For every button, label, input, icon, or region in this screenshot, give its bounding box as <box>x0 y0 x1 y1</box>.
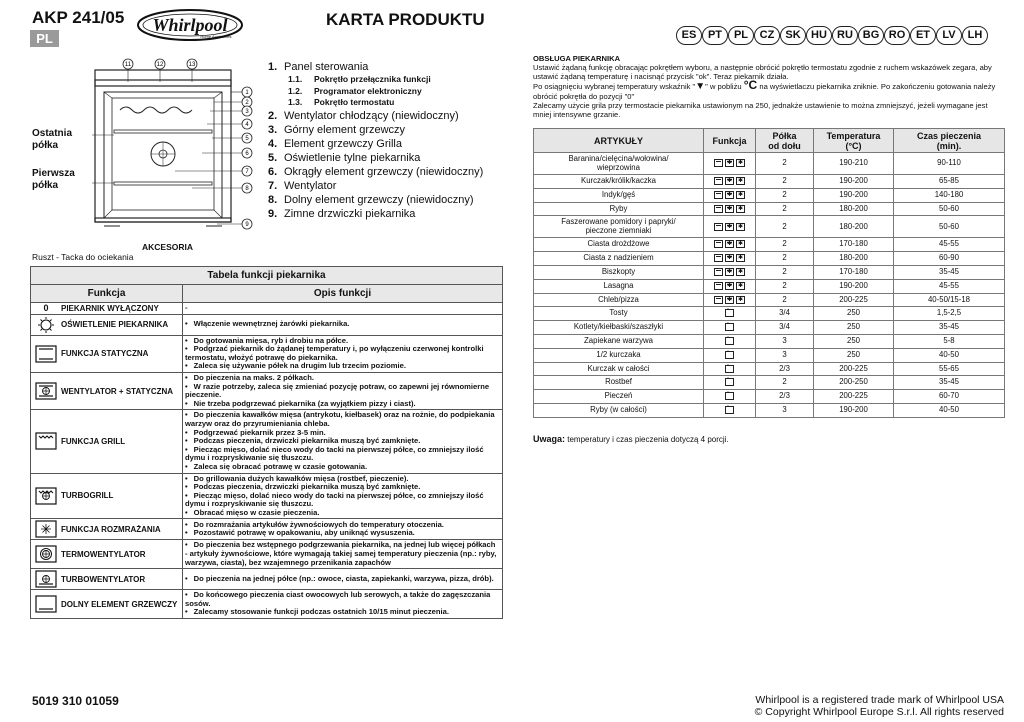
lang-cz: CZ <box>754 26 780 45</box>
function-icons <box>713 190 746 199</box>
fan-static-icon <box>725 223 734 231</box>
cooking-temp: 180-200 <box>814 202 894 216</box>
brand-tagline: Home Appliances <box>200 34 232 39</box>
callout-2: 2 <box>245 100 249 106</box>
cooking-row <box>534 216 1005 238</box>
turbogrill-icon <box>33 486 59 506</box>
function-description: • Do grillowania dużych kawałków mięsa (rostbef, pieczenie). • Podczas pieczenia, drzwiczki piekarnika muszą być zamknięte. • Piecząc mięso, dolać nieco wody do tacki na pierwszej półce, co zmniejszy ilość dymu i rozpryskiwanie się tłuszczu. • Obracać mięso w czasie pieczenia. <box>183 473 503 519</box>
cooking-item: Baranina/cielęcina/wołowina/ wieprzowina <box>534 153 704 175</box>
cooking-row <box>534 265 1005 279</box>
part-item: 6. Okrągły element grzewczy (niewidoczny) <box>268 165 484 178</box>
convection-icon <box>736 191 745 199</box>
grill-icon <box>33 431 59 451</box>
lang-pl: PL <box>728 26 754 45</box>
lang-lv: LV <box>936 26 962 45</box>
cooking-item: Pieczeń <box>534 390 704 404</box>
cooking-header: Funkcja <box>704 129 756 153</box>
bottom-shelf <box>114 182 212 185</box>
cooking-time: 1,5-2,5 <box>894 307 1005 321</box>
function-icons <box>713 240 746 249</box>
convection-icon <box>736 254 745 262</box>
fan-static-icon <box>725 159 734 167</box>
turbogrill-icon <box>725 406 734 414</box>
function-name: FUNKCJA ROZMRAŻANIA <box>61 524 161 534</box>
callout-9: 9 <box>245 222 249 228</box>
function-description: • Do pieczenia kawałków mięsa (antrykotu, kiełbasek) oraz na rożnie, do podpiekania warzyw oraz do przyrumieniania chleba. • Podgrzewać piekarnik przez 3-5 min. • Podczas pieczenia, drzwiczki piekarnika muszą być zamknięte. • Piecząc mięso, dolać nieco wody do tacki na pierwszej półce, co zmniejszy ilość dymu i rozpryskiwanie się tłuszczu. • Zaleca się obracać potrawę w czasie gotowania. <box>183 410 503 473</box>
cooking-item: Rostbef <box>534 376 704 390</box>
cooking-time: 50-60 <box>894 216 1005 238</box>
turbogrill-icon <box>725 392 734 400</box>
convection-icon <box>736 296 745 304</box>
function-icons <box>724 350 735 359</box>
part-item: 8. Dolny element grzewczy (niewidoczny) <box>268 193 474 206</box>
cooking-row <box>534 238 1005 252</box>
cooking-time: 40-50 <box>894 348 1005 362</box>
function-icons <box>713 295 746 304</box>
function-name: TERMOWENTYLATOR <box>61 549 146 559</box>
cooking-item: Kurczak w całości <box>534 362 704 376</box>
function-table <box>30 266 503 619</box>
part-item: 2. Wentylator chłodzący (niewidoczny) <box>268 109 459 122</box>
cooking-time: 40-50/15-18 <box>894 293 1005 307</box>
cooking-temp: 190-200 <box>814 175 894 189</box>
cooking-row <box>534 390 1005 404</box>
function-row <box>31 590 503 619</box>
cooking-item: Kotlety/kiełbaski/szaszłyki <box>534 321 704 335</box>
cooking-row <box>534 153 1005 175</box>
shelf-bottom-label: Pierwsza półka <box>32 168 75 191</box>
trademark: Whirlpool is a registered trade mark of Whirlpool USA © Copyright Whirlpool Europe S.r.l. All rights reserved <box>754 694 1004 718</box>
part-number: 5019 310 01059 <box>32 694 119 708</box>
cooking-item: 1/2 kurczaka <box>534 348 704 362</box>
static-icon <box>714 205 723 213</box>
part-subitem: 1.1. Pokrętło przełącznika funkcji <box>288 74 431 84</box>
off-symbol: 0 <box>43 303 49 314</box>
lang-sk: SK <box>780 26 806 45</box>
whirlpool-logo <box>136 8 244 44</box>
static-icon <box>714 254 723 262</box>
cooking-time: 45-55 <box>894 279 1005 293</box>
grill-icon <box>725 309 734 317</box>
cooking-row <box>534 321 1005 335</box>
static-icon <box>714 282 723 290</box>
cooking-shelf: 2 <box>756 376 814 390</box>
defrost-icon <box>33 519 59 539</box>
function-row <box>31 314 503 335</box>
static-icon <box>714 223 723 231</box>
cooking-row <box>534 334 1005 348</box>
callout-3: 3 <box>245 109 249 115</box>
callout-13: 13 <box>188 62 196 68</box>
cooking-row <box>534 252 1005 266</box>
description-column-header: Opis funkcji <box>183 285 503 303</box>
function-name: TURBOWENTYLATOR <box>61 574 146 584</box>
cooking-row <box>534 348 1005 362</box>
function-description: • Do rozmrażania artykułów żywnościowych do temperatury otoczenia. • Pozostawić potrawę w opakowaniu, aby uniknąć wysuszenia. <box>183 519 503 540</box>
function-icons <box>713 267 746 276</box>
cooking-temp: 200-225 <box>814 390 894 404</box>
convection-icon <box>736 177 745 185</box>
control-panel <box>95 80 231 86</box>
callout-8: 8 <box>245 186 249 192</box>
language-badge: PL <box>30 30 59 47</box>
function-row <box>31 410 503 473</box>
cooking-shelf: 2 <box>756 202 814 216</box>
cooking-header: Temperatura (°C) <box>814 129 894 153</box>
cooking-time: 65-85 <box>894 175 1005 189</box>
top-heating-element <box>120 107 192 113</box>
function-name: FUNKCJA STATYCZNA <box>61 349 149 359</box>
function-table-title: Tabela funkcji piekarnika <box>31 267 503 285</box>
convection-icon <box>736 268 745 276</box>
lang-pt: PT <box>702 26 728 45</box>
cooking-item: Ryby <box>534 202 704 216</box>
cooking-item: Ciasta drożdżowe <box>534 238 704 252</box>
static-icon <box>714 240 723 248</box>
convection-icon <box>736 223 745 231</box>
note <box>533 434 729 444</box>
note-text: temperatury i czas pieczenia dotyczą 4 porcji. <box>567 435 729 444</box>
cooking-shelf: 2/3 <box>756 362 814 376</box>
operation-para-2: Po osiągnięciu wybranej temperatury wskaźnik "▼" w pobliżu °C na wyświetlaczu piekarnika zniknie. Po zakończeniu gotowania należy obrócić pokrętła do pozycji "0" <box>533 78 996 101</box>
cooking-temp: 190-200 <box>814 279 894 293</box>
oven-door <box>95 218 231 222</box>
part-subitem: 1.3. Pokrętło termostatu <box>288 97 395 107</box>
operation-text <box>533 63 1003 119</box>
accessories-item: Ruszt - Tacka do ociekania <box>32 252 134 262</box>
function-description: • Do gotowania mięsa, ryb i drobiu na półce. • Podgrzać piekarnik do żądanej temperatury i, po wyłączeniu czerwonej kontrolki termostatu, włożyć potrawę do piekarnika. • Zaleca się używanie półek na drugim lub trzecim poziomie. <box>183 335 503 372</box>
page-title: KARTA PRODUKTU <box>326 10 485 29</box>
callout-7: 7 <box>245 169 249 175</box>
cooking-row <box>534 403 1005 417</box>
cooking-time: 90-110 <box>894 153 1005 175</box>
cooking-temp: 190-210 <box>814 153 894 175</box>
function-name: PIEKARNIK WYŁĄCZONY <box>61 303 159 313</box>
bottom-heat-icon <box>33 594 59 614</box>
fan-static-icon <box>725 254 734 262</box>
grill-icon <box>725 323 734 331</box>
cooking-item: Chleb/pizza <box>534 293 704 307</box>
static-icon <box>714 159 723 167</box>
function-description: • Do pieczenia bez wstępnego podgrzewania piekarnika, na jednej lub więcej półkach - artykuły żywnościowe, które wymagają takiej samej temperatury pieczenia (np.: ryby, warzywa, ciasta), bez wzajemnego przenikania zapachów <box>183 540 503 569</box>
static-icon <box>714 268 723 276</box>
cooking-item: Ryby (w całości) <box>534 403 704 417</box>
fan-static-icon <box>33 381 59 401</box>
cooking-time: 50-60 <box>894 202 1005 216</box>
cooking-header: Półka od dołu <box>756 129 814 153</box>
function-row <box>31 473 503 519</box>
cooking-time: 40-50 <box>894 403 1005 417</box>
function-name: WENTYLATOR + STATYCZNA <box>61 386 174 396</box>
brand-name: Whirlpool <box>152 15 228 35</box>
cooking-temp: 200-225 <box>814 293 894 307</box>
cooking-shelf: 2 <box>756 265 814 279</box>
cooking-item: Ciasta z nadzieniem <box>534 252 704 266</box>
cooking-row <box>534 279 1005 293</box>
function-name: TURBOGRILL <box>61 491 114 501</box>
oven-diagram <box>92 58 262 238</box>
cooking-header: ARTYKUŁY <box>534 129 704 153</box>
cooking-time: 60-70 <box>894 390 1005 404</box>
function-icons <box>724 322 735 331</box>
function-icons <box>724 364 735 373</box>
cooking-temp: 200-225 <box>814 362 894 376</box>
convection-icon <box>736 240 745 248</box>
function-row <box>31 540 503 569</box>
cooking-time: 140-180 <box>894 188 1005 202</box>
function-icons <box>724 336 735 345</box>
cooking-shelf: 2/3 <box>756 390 814 404</box>
cooking-row <box>534 307 1005 321</box>
callout-5: 5 <box>245 136 249 142</box>
cooking-item: Lasagna <box>534 279 704 293</box>
function-row <box>31 372 503 409</box>
cooking-item: Tosty <box>534 307 704 321</box>
cooking-shelf: 2 <box>756 153 814 175</box>
turbofan-icon <box>33 569 59 589</box>
cooking-temp: 180-200 <box>814 252 894 266</box>
cooking-time: 35-45 <box>894 265 1005 279</box>
grill-icon <box>725 337 734 345</box>
cooking-row <box>534 188 1005 202</box>
cooking-shelf: 3 <box>756 348 814 362</box>
grill-icon <box>725 351 734 359</box>
cooking-shelf: 3/4 <box>756 307 814 321</box>
cooking-shelf: 3/4 <box>756 321 814 335</box>
function-row <box>31 335 503 372</box>
part-item: 5. Oświetlenie tylne piekarnika <box>268 151 421 164</box>
part-item: 4. Element grzewczy Grilla <box>268 137 402 150</box>
turbogrill-icon <box>725 378 734 386</box>
cooking-temp: 250 <box>814 321 894 335</box>
convection-icon <box>736 282 745 290</box>
static-icon <box>714 177 723 185</box>
lang-ro: RO <box>884 26 910 45</box>
cooking-time: 5-8 <box>894 334 1005 348</box>
cooking-time: 55-65 <box>894 362 1005 376</box>
cooking-time: 35-45 <box>894 376 1005 390</box>
cooking-temp: 170-180 <box>814 265 894 279</box>
cooking-item: Biszkopty <box>534 265 704 279</box>
model-number: AKP 241/05 <box>32 8 125 27</box>
function-icons <box>724 377 735 386</box>
fan-static-icon <box>725 205 734 213</box>
cooking-table <box>533 128 1005 418</box>
part-item: 1. Panel sterowania <box>268 61 369 73</box>
part-item: 9. Zimne drzwiczki piekarnika <box>268 207 416 220</box>
note-label: Uwaga: <box>533 434 566 444</box>
fan-static-icon <box>725 191 734 199</box>
cooking-shelf: 3 <box>756 403 814 417</box>
cooking-temp: 190-200 <box>814 403 894 417</box>
callout-6: 6 <box>245 151 249 157</box>
cooking-temp: 200-250 <box>814 376 894 390</box>
function-icons <box>713 158 746 167</box>
cooking-shelf: 2 <box>756 238 814 252</box>
callout-11: 11 <box>124 62 132 68</box>
cooking-temp: 250 <box>814 307 894 321</box>
cooking-shelf: 2 <box>756 175 814 189</box>
function-icons <box>724 309 735 318</box>
cooking-temp: 250 <box>814 334 894 348</box>
shelf-top-label: Ostatnia półka <box>32 128 73 151</box>
cooking-temp: 180-200 <box>814 216 894 238</box>
turbogrill-icon <box>725 365 734 373</box>
function-name: OŚWIETLENIE PIEKARNIKA <box>61 320 169 330</box>
lang-lh: LH <box>962 26 988 45</box>
cooking-shelf: 3 <box>756 334 814 348</box>
cooking-row <box>534 202 1005 216</box>
cooking-shelf: 2 <box>756 216 814 238</box>
function-icons <box>713 176 746 185</box>
function-column-header: Funkcja <box>31 285 183 303</box>
part-subitem: 1.2. Programator elektroniczny <box>288 85 422 96</box>
cooking-item: Indyk/gęś <box>534 188 704 202</box>
static-icon <box>714 191 723 199</box>
part-item: 7. Wentylator <box>268 179 337 192</box>
static-icon <box>714 296 723 304</box>
function-icons <box>724 405 735 414</box>
operation-para-1: Ustawić żądaną funkcję obracając pokrętłem wyboru, a następnie obrócić pokrętło termostatu zgodnie z ruchem wskazówek zegara, aby ustawić żądaną temperaturę i nacisnąć przycisk "ok". Teraz piekarnik działa. <box>533 63 992 82</box>
light-icon <box>33 315 59 335</box>
cooking-time: 45-55 <box>894 238 1005 252</box>
accessories-title: AKCESORIA <box>142 242 194 252</box>
cooking-row <box>534 362 1005 376</box>
top-shelf <box>114 130 212 133</box>
cooking-shelf: 2 <box>756 252 814 266</box>
cooking-time: 60-90 <box>894 252 1005 266</box>
cooking-temp: 190-200 <box>814 188 894 202</box>
function-icons <box>713 222 746 231</box>
lang-es: ES <box>676 26 702 45</box>
cooking-row <box>534 293 1005 307</box>
cooking-temp: 170-180 <box>814 238 894 252</box>
function-name: DOLNY ELEMENT GRZEWCZY <box>61 599 178 609</box>
cooking-row <box>534 376 1005 390</box>
function-icons <box>713 204 746 213</box>
parts-list <box>268 60 483 221</box>
function-description: • Włączenie wewnętrznej żarówki piekarnika. <box>183 314 503 335</box>
part-item: 3. Górny element grzewczy <box>268 123 406 136</box>
celsius-icon: °C <box>743 78 758 93</box>
function-name: FUNKCJA GRILL <box>61 436 126 446</box>
function-icons <box>724 391 735 400</box>
cooking-shelf: 2 <box>756 188 814 202</box>
lang-hu: HU <box>806 26 832 45</box>
cooking-item: Faszerowane pomidory i papryki/ pieczone ziemniaki <box>534 216 704 238</box>
fan-static-icon <box>725 296 734 304</box>
function-description: • Do pieczenia na jednej półce (np.: owoce, ciasta, zapiekanki, warzywa, pizza, drób). <box>183 569 503 590</box>
lang-bg: BG <box>858 26 884 45</box>
fan-static-icon <box>725 268 734 276</box>
cooking-shelf: 2 <box>756 279 814 293</box>
fan-static-icon <box>725 240 734 248</box>
cooking-item: Zapiekane warzywa <box>534 334 704 348</box>
callout-12: 12 <box>156 62 164 68</box>
cooking-time: 35-45 <box>894 321 1005 335</box>
cooking-row <box>534 175 1005 189</box>
cooking-item: Kurczak/królik/kaczka <box>534 175 704 189</box>
fan-static-icon <box>725 282 734 290</box>
language-selector <box>676 26 988 45</box>
function-icons <box>713 253 746 262</box>
function-description: - <box>183 303 503 315</box>
triangle-down-icon: ▼ <box>695 81 706 93</box>
static-icon <box>33 344 59 364</box>
function-row <box>31 519 503 540</box>
callout-1: 1 <box>245 90 249 96</box>
cooking-header: Czas pieczenia (min). <box>894 129 1005 153</box>
lang-et: ET <box>910 26 936 45</box>
convection-icon <box>33 544 59 564</box>
function-row <box>31 569 503 590</box>
operation-title: OBSŁUGA PIEKARNIKA <box>533 54 621 63</box>
function-description: • Do końcowego pieczenia ciast owocowych lub serowych, a także do zagęszczania sosów. • Zalecamy stosowanie funkcji podczas ostatnich 10/15 minut pieczenia. <box>183 590 503 619</box>
cooking-temp: 250 <box>814 348 894 362</box>
function-description: • Do pieczenia na maks. 2 półkach. • W razie potrzeby, zaleca się zmieniać pozycję potraw, co zapewni jej równomierne pieczenie. • Nie trzeba podgrzewać piekarnika (za wyjątkiem pizzy i ciast). <box>183 372 503 409</box>
convection-icon <box>736 205 745 213</box>
operation-para-3: Zalecamy użycie grila przy termostacie piekarnika ustawionym na 250, jednakże ustawienie to można zmniejszyć, jeżeli wymagane jest mniej intensywne grzanie. <box>533 100 988 120</box>
function-row <box>31 303 503 315</box>
function-icons <box>713 281 746 290</box>
convection-icon <box>736 159 745 167</box>
callout-4: 4 <box>245 122 249 128</box>
lang-ru: RU <box>832 26 858 45</box>
cooking-shelf: 2 <box>756 293 814 307</box>
fan-static-icon <box>725 177 734 185</box>
